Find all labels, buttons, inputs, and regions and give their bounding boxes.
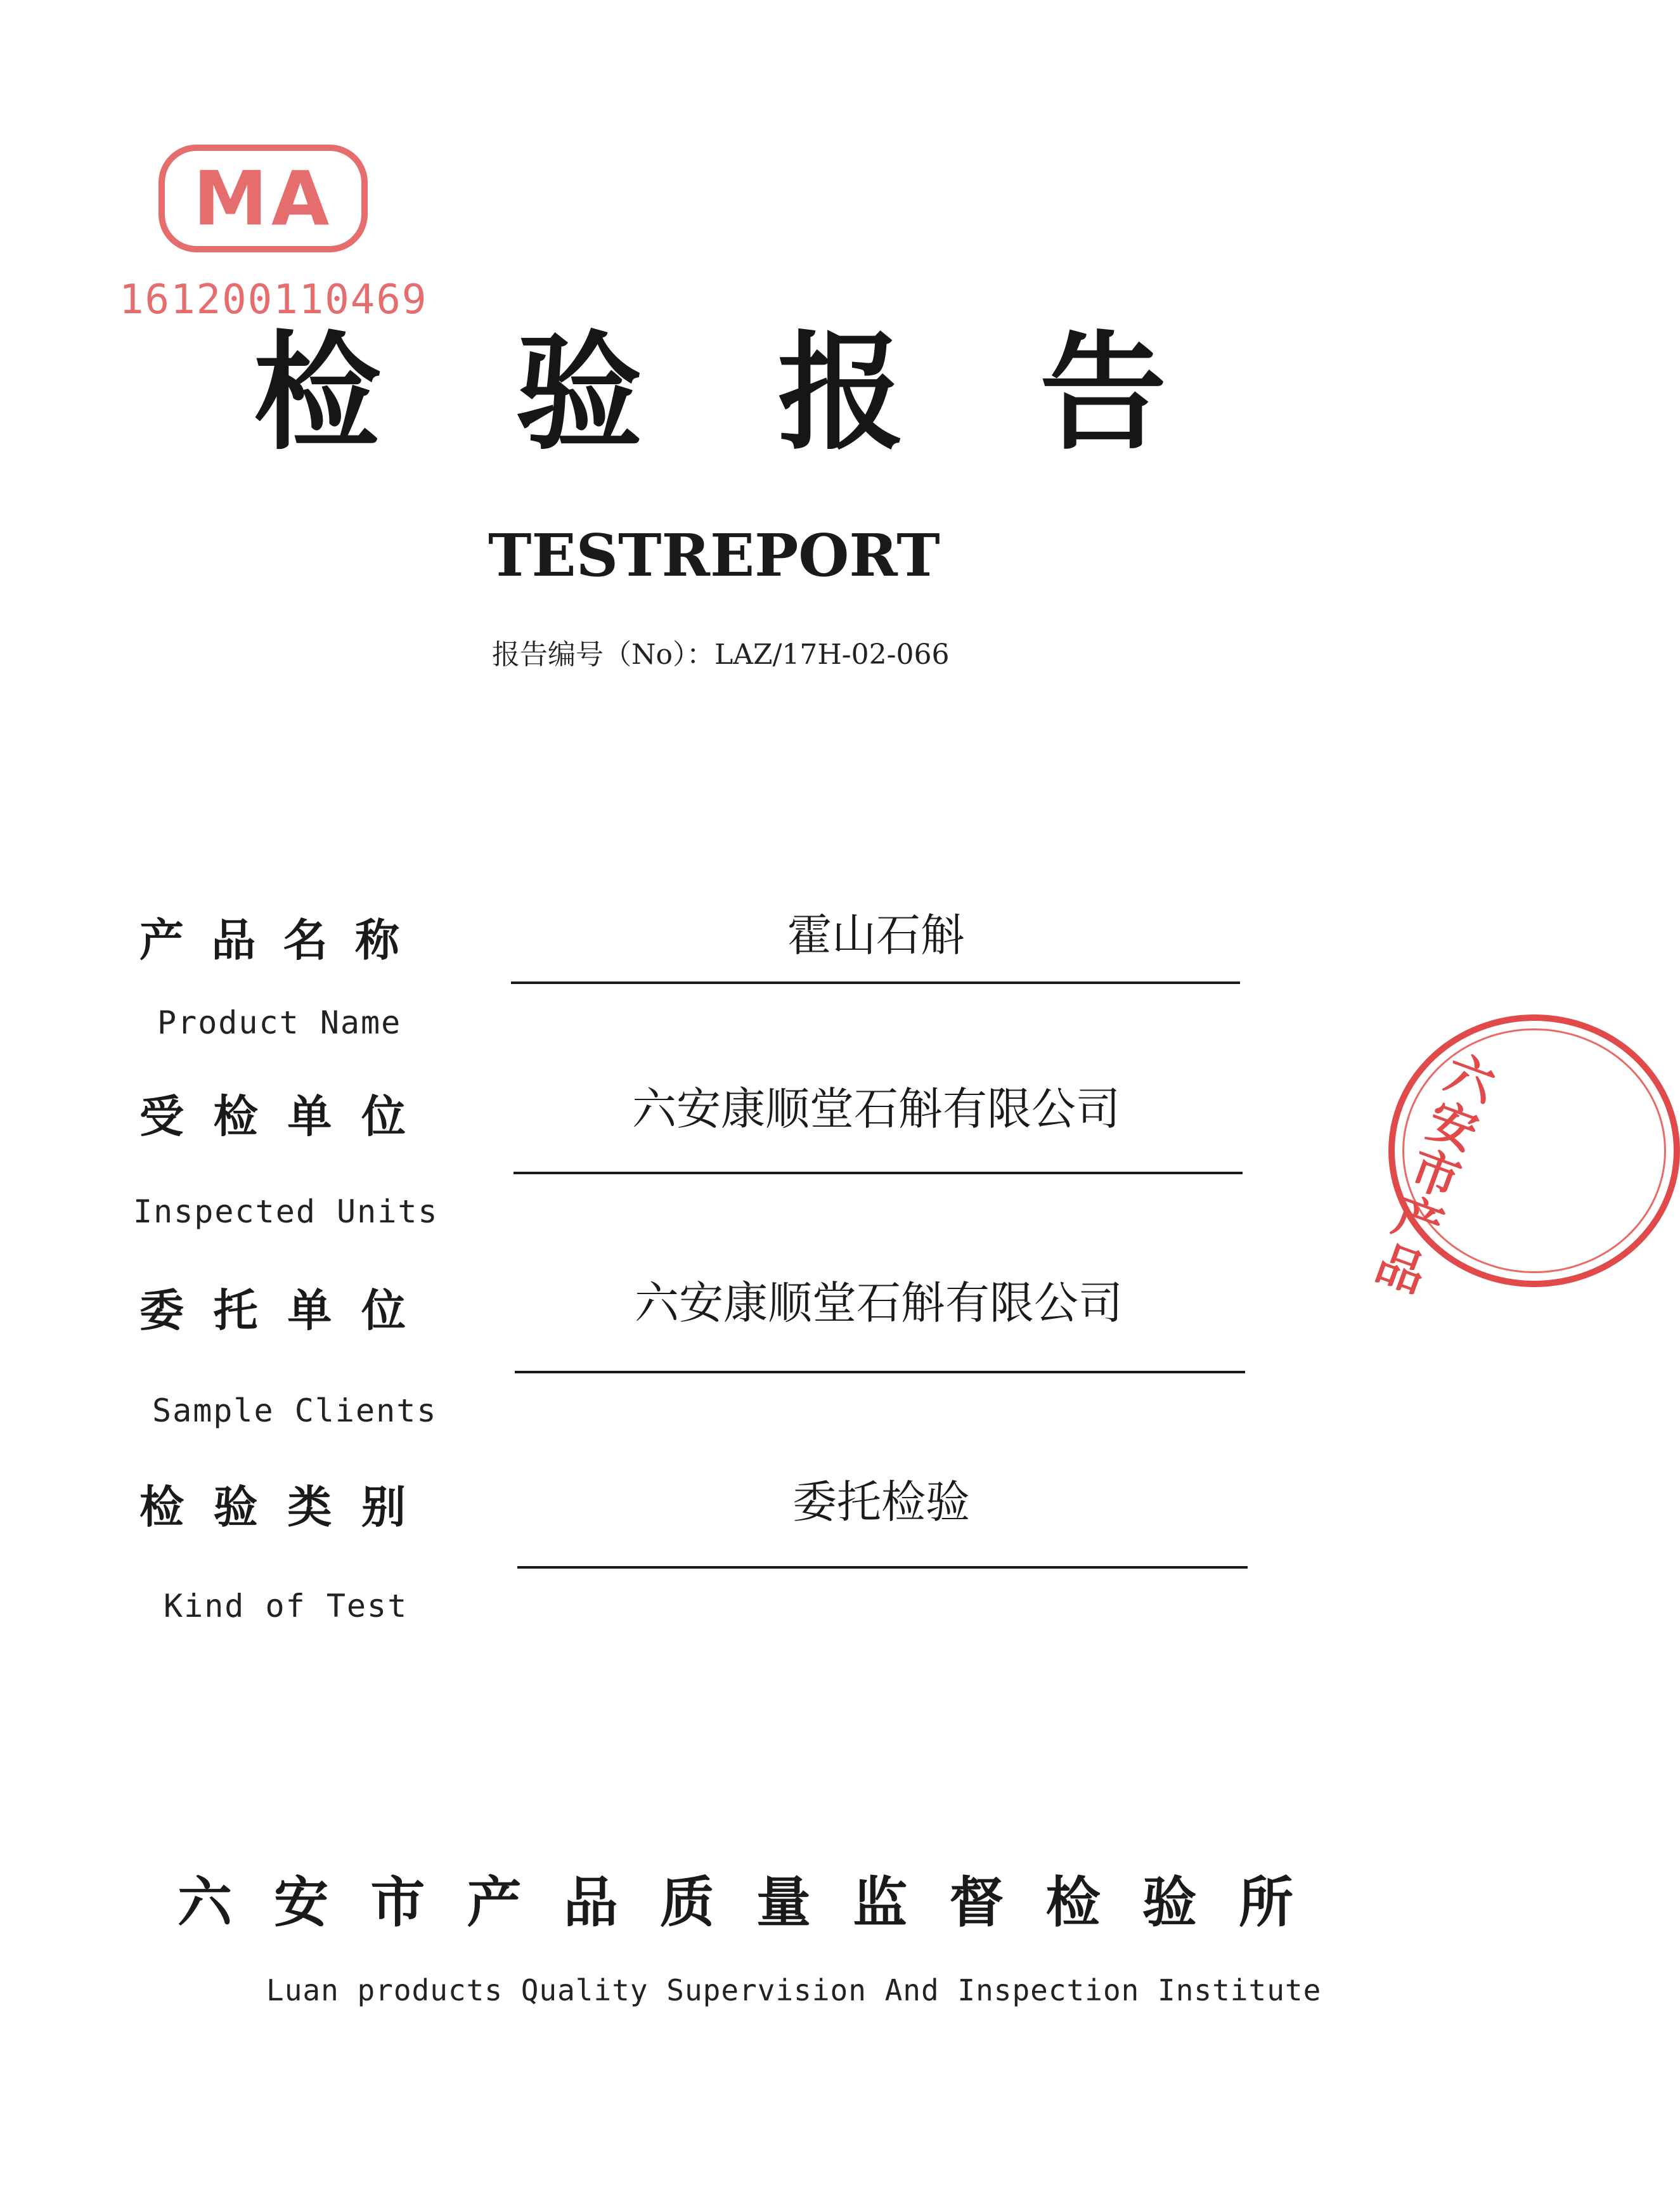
- report-number-value: LAZ/17H-02-066: [714, 638, 950, 671]
- title-word: REPORT: [661, 521, 940, 590]
- institute-char: 量: [756, 1870, 811, 1934]
- institute-char: 产: [467, 1870, 522, 1934]
- title-char: 告: [1039, 318, 1166, 467]
- institute-char: 品: [563, 1870, 618, 1934]
- title-char: 检: [254, 318, 381, 467]
- label-char: 验: [213, 1480, 258, 1533]
- field-value-inspected-units: 六安康顺堂石斛有限公司: [632, 1083, 1120, 1135]
- institute-char: 六: [178, 1870, 232, 1934]
- label-char: 类: [287, 1480, 332, 1533]
- stamp-char: 产: [1386, 1186, 1451, 1257]
- stamp-char: 市: [1403, 1139, 1468, 1209]
- label-char: 受: [139, 1090, 184, 1143]
- institute-char: 督: [949, 1870, 1004, 1934]
- label-char: 托: [213, 1284, 258, 1337]
- title-word: TEST: [488, 521, 662, 590]
- stamp-char: 安: [1420, 1091, 1485, 1162]
- label-char: 别: [361, 1480, 406, 1533]
- field-label-sample-clients-en: Sample Clients: [152, 1392, 437, 1429]
- field-label-product-name-en: Product Name: [157, 1004, 402, 1041]
- label-char: 检: [139, 1480, 184, 1533]
- title-char: 验: [515, 318, 643, 467]
- label-char: 产: [139, 914, 184, 966]
- institute-char: 市: [370, 1870, 425, 1934]
- label-char: 品: [211, 914, 256, 966]
- institute-char: 检: [1045, 1870, 1101, 1934]
- label-char: 位: [361, 1090, 406, 1143]
- field-label-inspected-units-en: Inspected Units: [133, 1193, 439, 1230]
- field-value-sample-clients: 六安康顺堂石斛有限公司: [635, 1277, 1123, 1329]
- title-char: 报: [777, 318, 905, 467]
- institute-char: 质: [659, 1870, 714, 1934]
- institute-char: 验: [1142, 1870, 1197, 1934]
- cma-seal-letters: MA: [193, 155, 333, 242]
- label-char: 检: [213, 1090, 258, 1143]
- label-char: 称: [354, 914, 399, 966]
- stamp-char: 六: [1438, 1044, 1502, 1114]
- report-number-label: 报告编号（No）：: [492, 638, 714, 671]
- field-value-kind-of-test: 委托检验: [792, 1476, 970, 1528]
- institute-char: 安: [274, 1870, 329, 1934]
- institute-char: 所: [1238, 1870, 1293, 1934]
- label-char: 位: [361, 1284, 406, 1337]
- label-char: 名: [283, 914, 328, 966]
- stamp-char: 品: [1368, 1234, 1433, 1304]
- institute-name-english: Luan products Quality Supervision And Inspection Institute: [266, 1973, 1322, 2007]
- field-label-kind-of-test-en: Kind of Test: [164, 1588, 408, 1624]
- label-char: 单: [287, 1284, 332, 1337]
- label-char: 单: [287, 1090, 332, 1143]
- cma-seal-number: 161200110469: [119, 276, 428, 323]
- institute-char: 监: [853, 1870, 908, 1934]
- label-char: 委: [139, 1284, 184, 1337]
- field-value-product-name: 霍山石斛: [787, 909, 965, 961]
